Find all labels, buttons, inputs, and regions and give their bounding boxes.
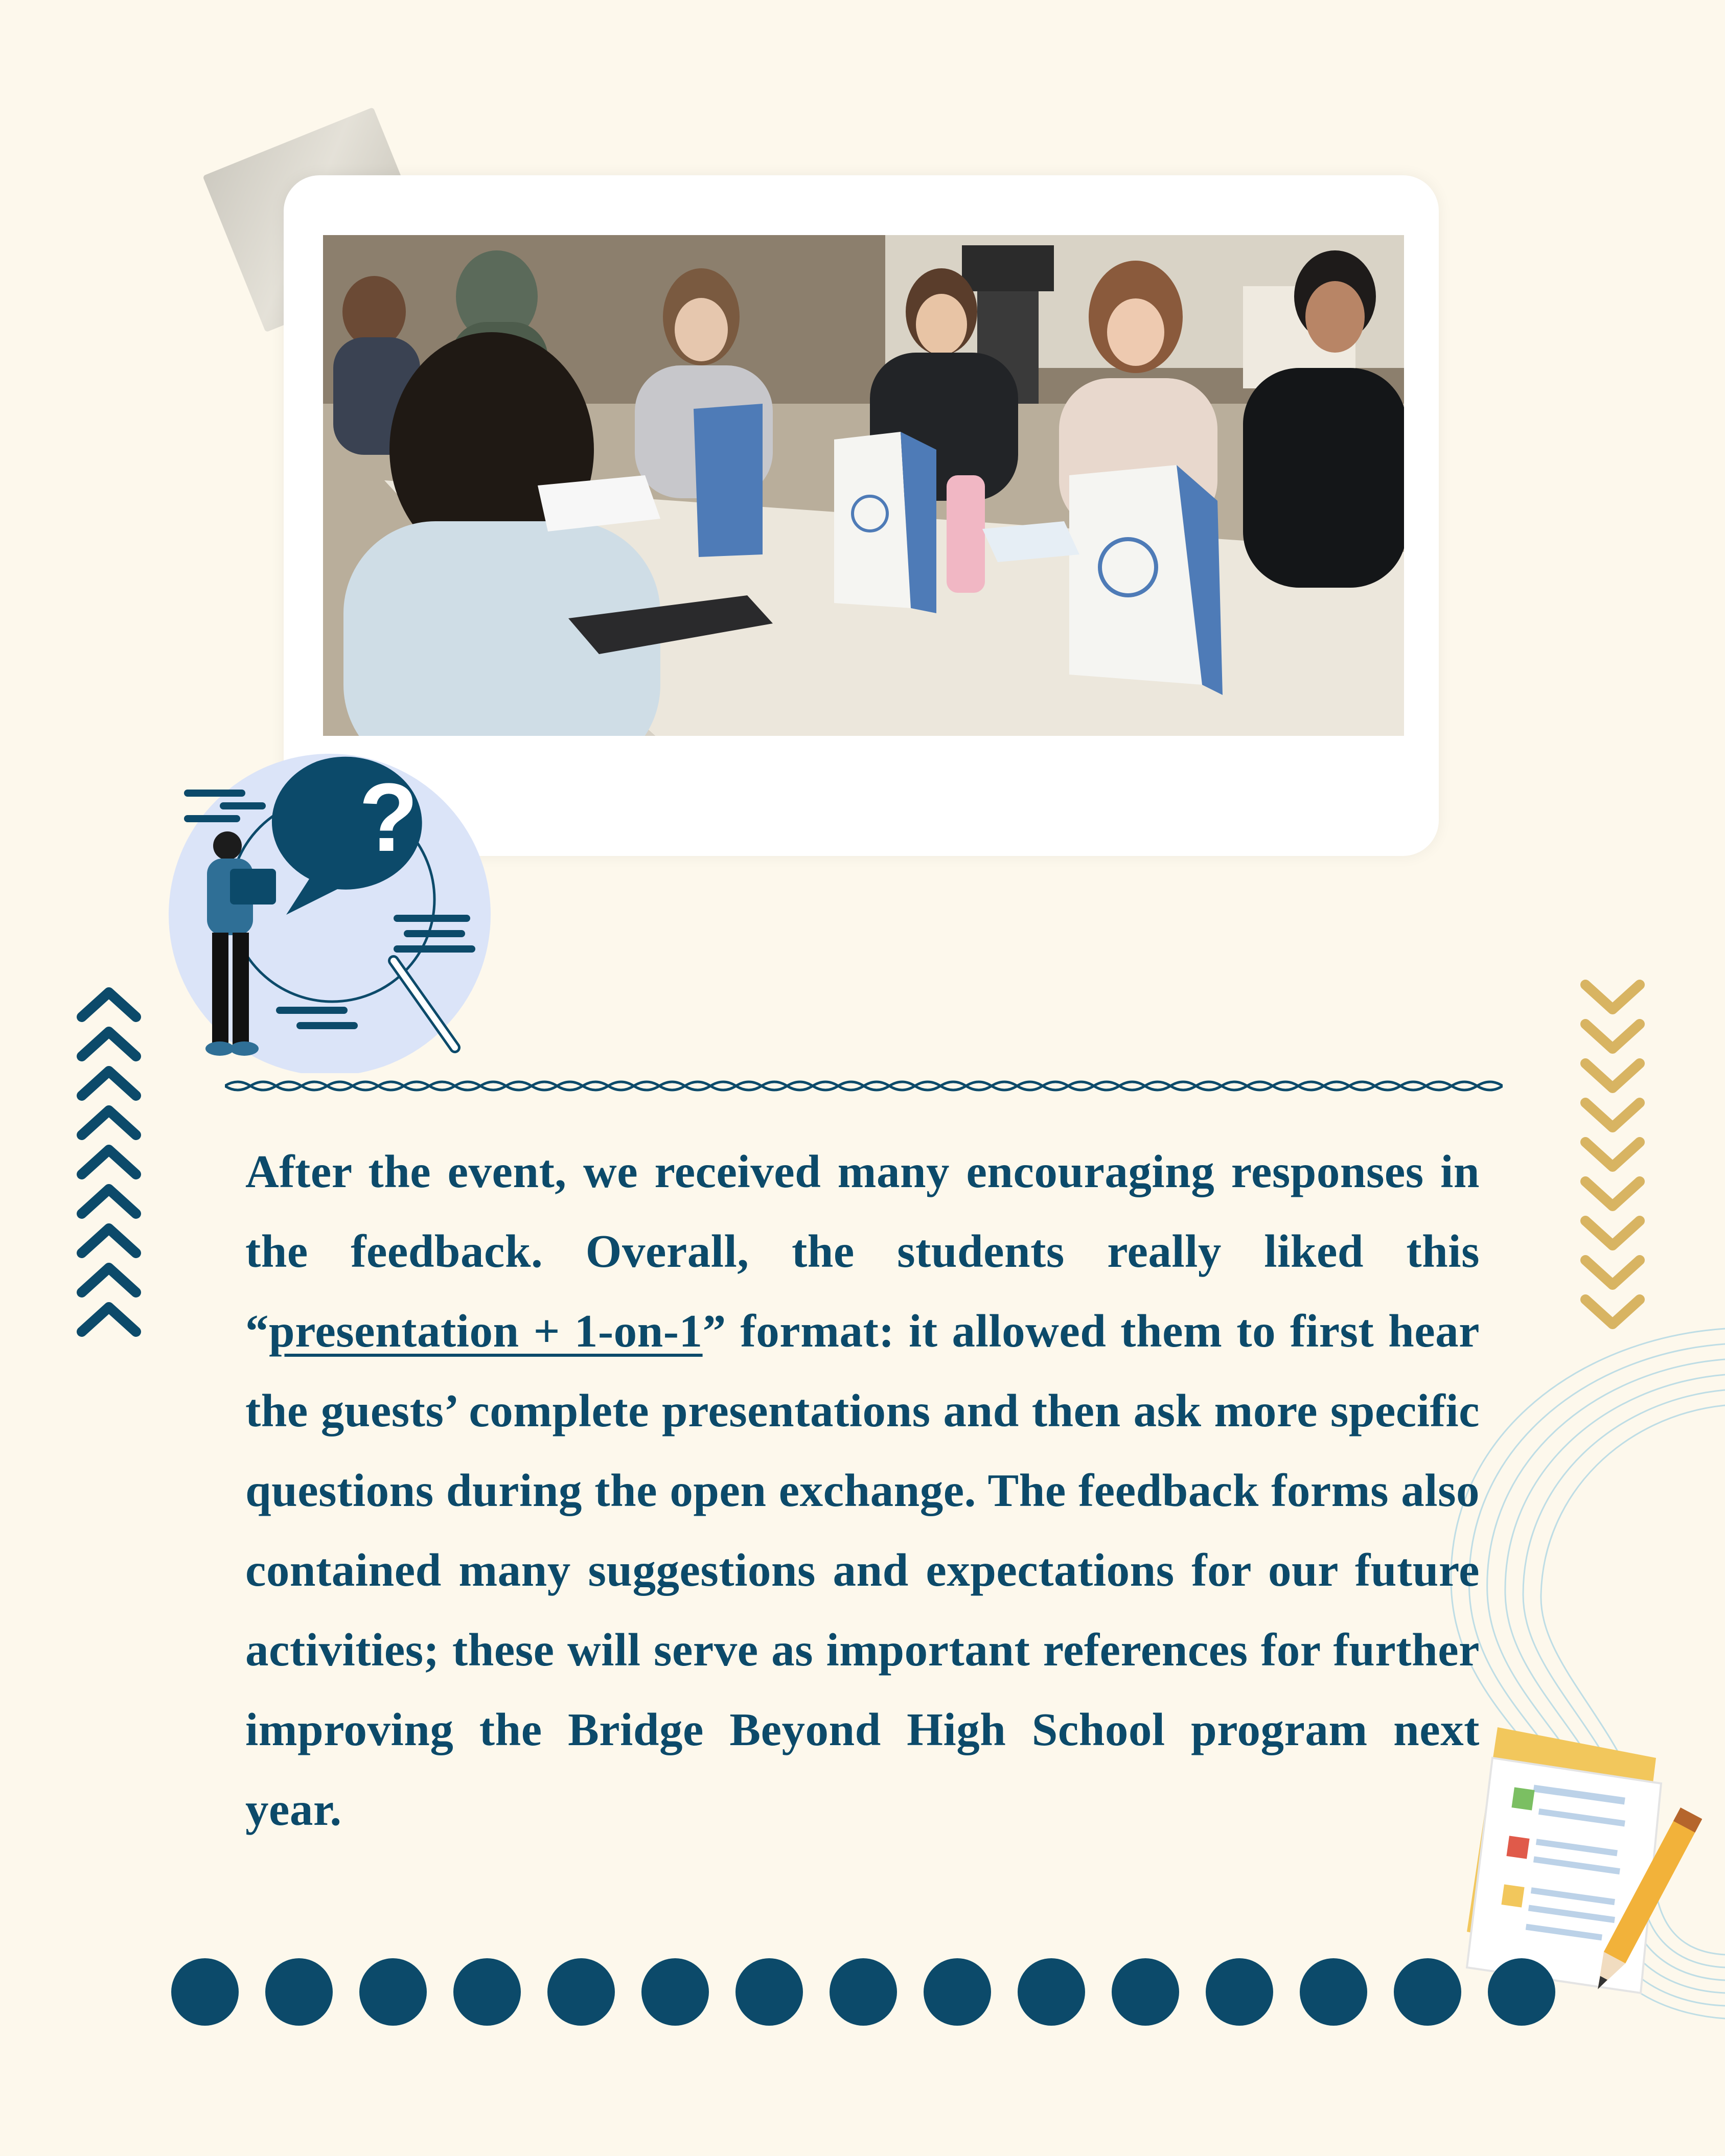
chevron-down-icon (1579, 1097, 1646, 1136)
question-illustration-art (164, 731, 496, 1073)
right-chevron-column (1579, 979, 1646, 1333)
dot (453, 1958, 521, 2026)
chevron-down-icon (1579, 1175, 1646, 1215)
dot (547, 1958, 615, 2026)
paragraph-part-2: ” format: it allowed them to first hear the guests’ complete presentations and then ask more specific questions during the open exchange. The feedback forms also contained many suggestions and expectations for our future activities; these will serve as important references for further improving the Bridge Beyond High School program next year. (245, 1305, 1480, 1835)
chevron-up-icon (76, 1180, 142, 1220)
wave-divider (225, 1076, 1503, 1096)
left-chevron-column (76, 984, 142, 1338)
chevron-up-icon (76, 1220, 142, 1259)
dot (1488, 1958, 1555, 2026)
dot (924, 1958, 991, 2026)
chevron-up-icon (76, 984, 142, 1023)
chevron-down-icon (1579, 1215, 1646, 1254)
chevron-up-icon (76, 1141, 142, 1180)
dot-row (171, 1958, 1555, 2026)
chevron-down-icon (1579, 979, 1646, 1018)
question-illustration (164, 731, 496, 1073)
dot (359, 1958, 427, 2026)
chevron-up-icon (76, 1299, 142, 1338)
dot (1300, 1958, 1367, 2026)
dot (735, 1958, 803, 2026)
dot (641, 1958, 709, 2026)
chevron-down-icon (1579, 1254, 1646, 1293)
dot (265, 1958, 333, 2026)
chevron-up-icon (76, 1023, 142, 1062)
dot (1112, 1958, 1179, 2026)
chevron-up-icon (76, 1259, 142, 1299)
question-mark-icon: ? (358, 763, 419, 872)
dot (1206, 1958, 1273, 2026)
chevron-up-icon (76, 1102, 142, 1141)
dot (1018, 1958, 1085, 2026)
format-underlined-text: presentation + 1-on-1 (269, 1305, 703, 1357)
chevron-down-icon (1579, 1136, 1646, 1175)
paragraph-part-1: After the event, we received many encouraging responses in the feedback. Overall, the students really liked this “ (245, 1146, 1480, 1357)
feedback-paragraph (245, 1132, 1480, 1849)
chevron-down-icon (1579, 1018, 1646, 1057)
dot (171, 1958, 239, 2026)
classroom-photo (323, 235, 1404, 736)
chevron-down-icon (1579, 1057, 1646, 1097)
dot (1394, 1958, 1461, 2026)
chevron-up-icon (76, 1062, 142, 1102)
classroom-photo-art (323, 235, 1404, 736)
dot (830, 1958, 897, 2026)
